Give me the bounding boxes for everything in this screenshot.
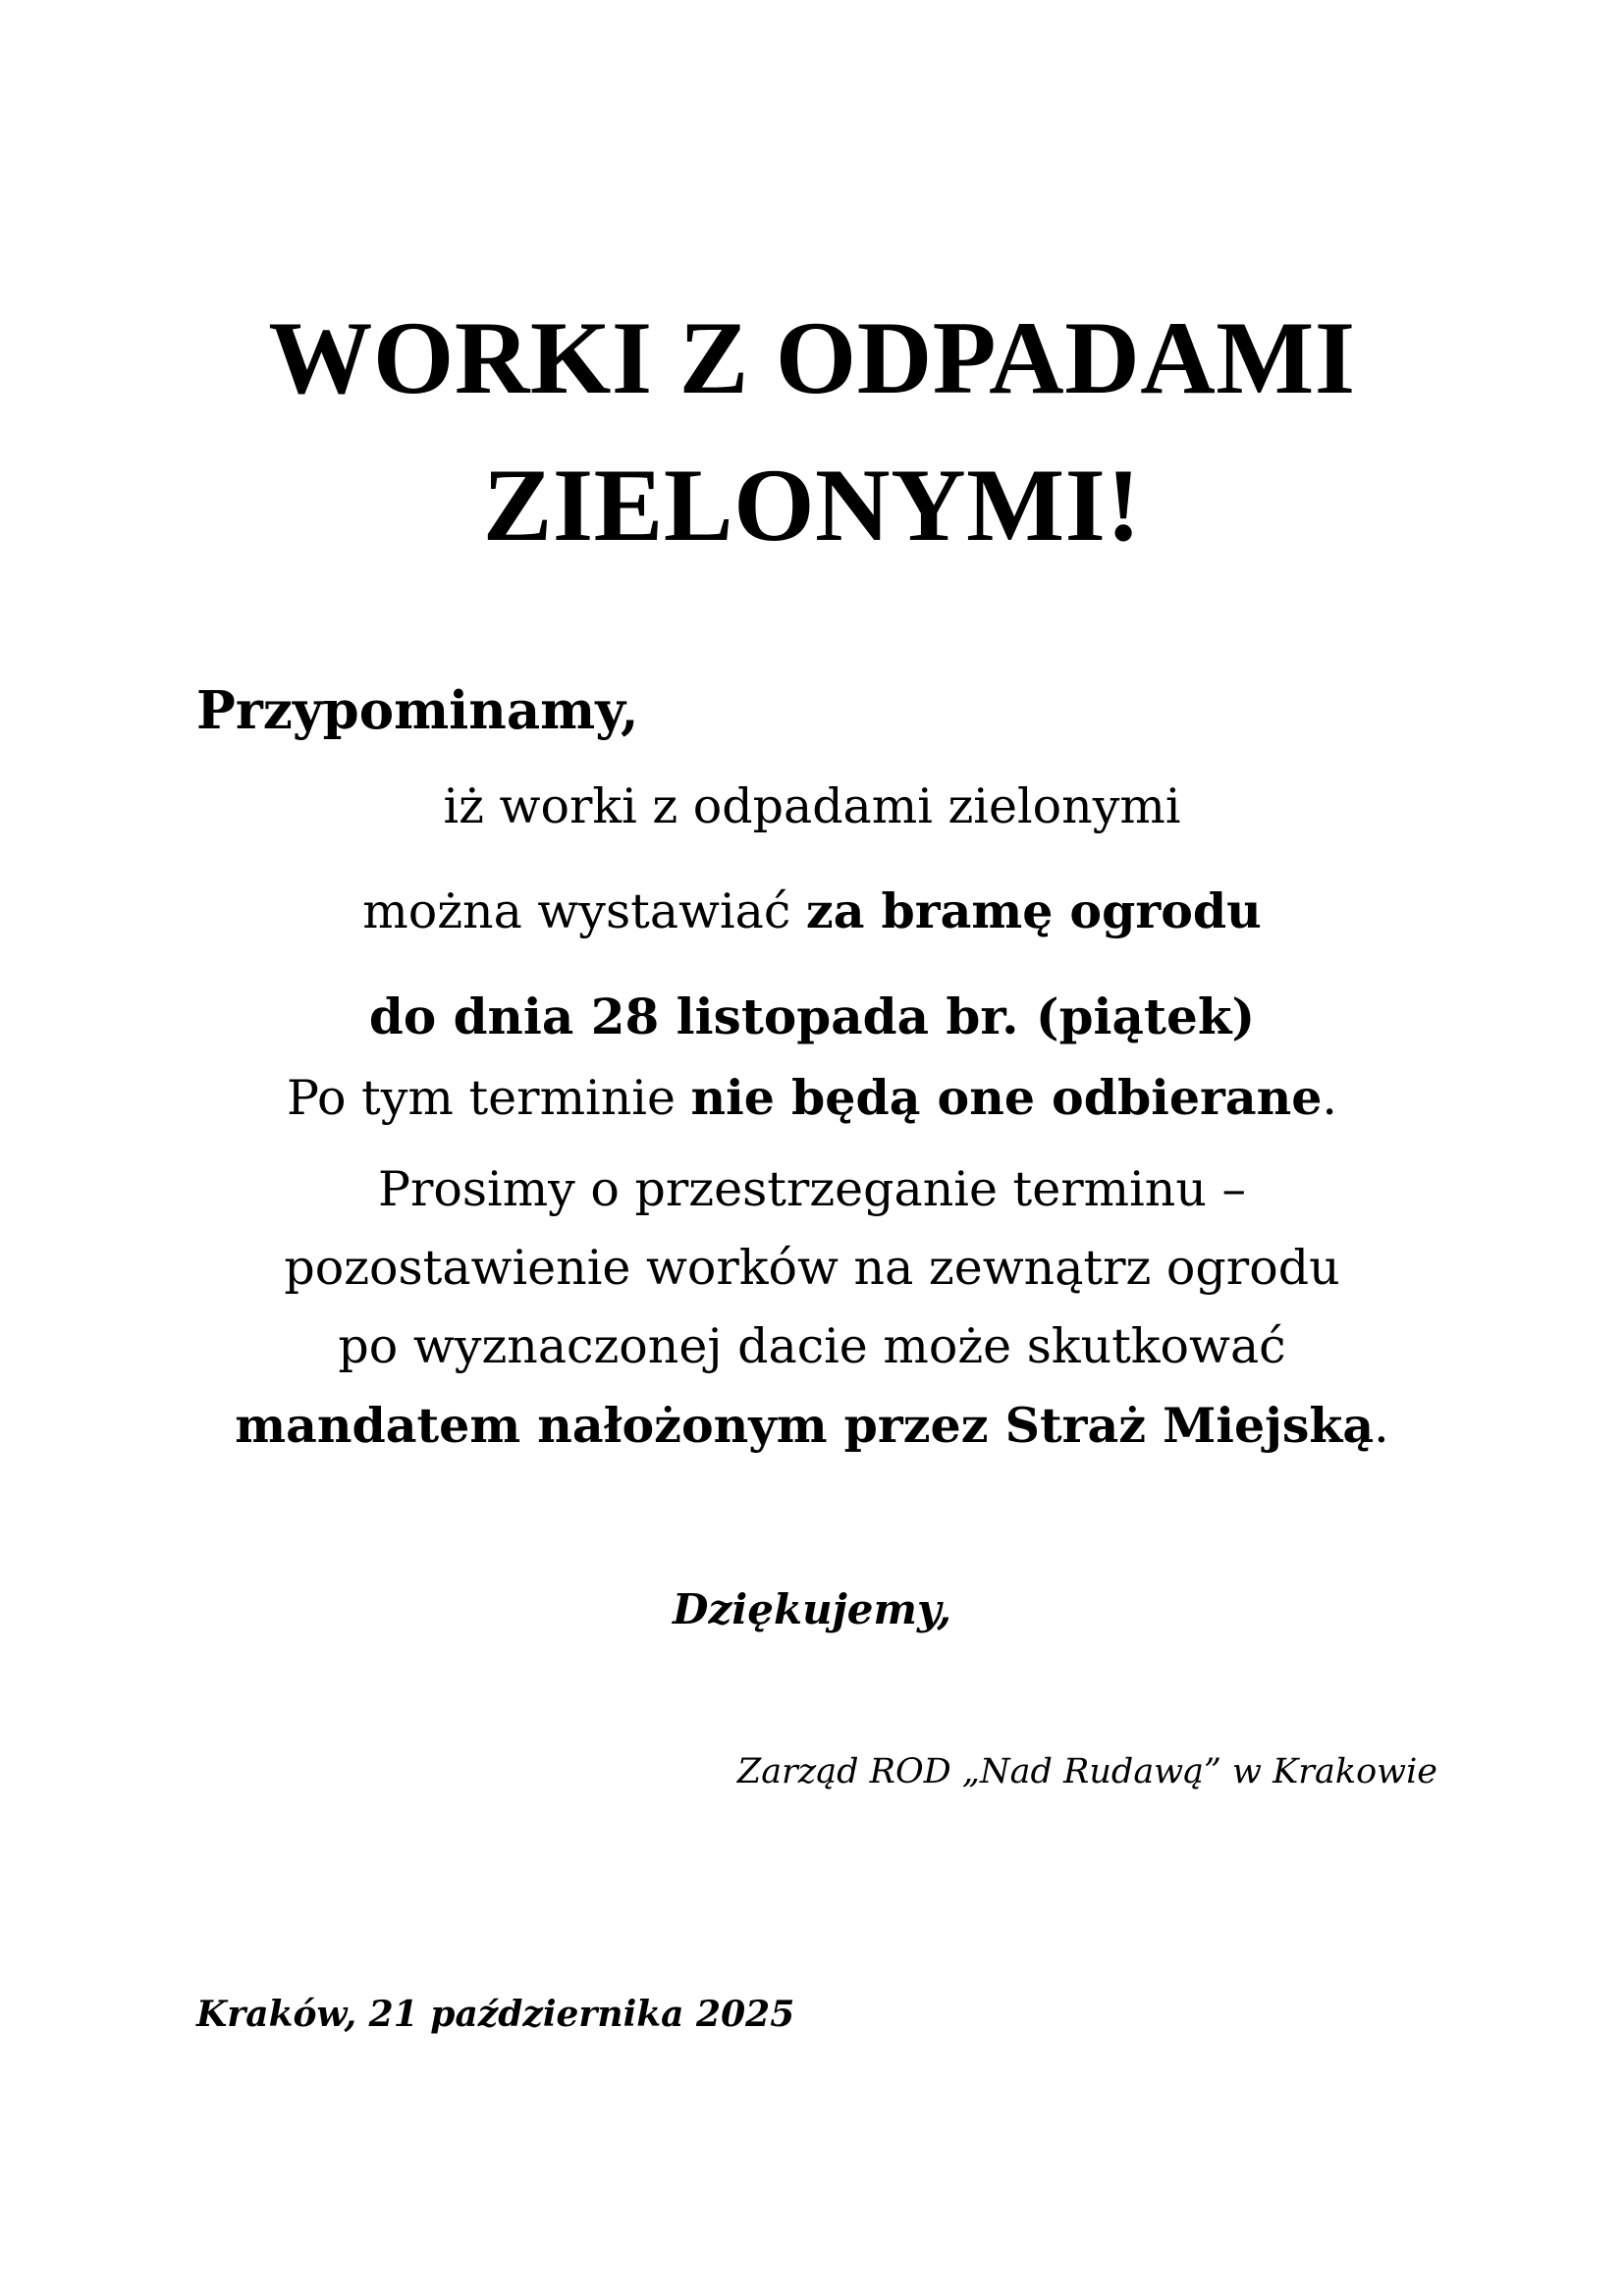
body-line-3 [0, 986, 1624, 1048]
body-line-7 [0, 1315, 1624, 1378]
body-line-4 [0, 1066, 1624, 1130]
body-line-2-emphasis: za bramę ogrodu [805, 882, 1262, 939]
body-line-7-text: po wyznaczonej dacie może skutkować [338, 1318, 1286, 1374]
signature: Zarząd ROD „Nad Rudawą” w Krakowie [736, 1752, 1437, 1791]
body-line-4-text-a: Po tym terminie [287, 1070, 691, 1126]
body-line-2 [0, 880, 1624, 943]
thanks: Dziękujemy, [673, 1585, 951, 1633]
body-line-4-emphasis: nie będą one odbierane [690, 1069, 1323, 1126]
title-line-2: ZIELONYMI! [482, 448, 1142, 562]
body-line-8-emphasis: mandatem nałożonym przez Straż Miejską [235, 1397, 1375, 1454]
title-line-1: WORKI Z ODPADAMI [268, 300, 1356, 415]
body-line-5-text: Prosimy o przestrzeganie terminu – [377, 1161, 1246, 1217]
body-line-2-text: można wystawiać [362, 883, 806, 939]
body-line-1-text: iż worki z odpadami zielonymi [443, 778, 1181, 834]
date-line: Kraków, 21 października 2025 [196, 1994, 795, 2035]
body-line-6-text: pozostawienie worków na zewnątrz ogrodu [284, 1240, 1340, 1296]
body-line-1 [0, 775, 1624, 838]
body-line-8 [0, 1394, 1624, 1458]
deadline-text: do dnia 28 listopada br. (piątek) [368, 988, 1256, 1045]
greeting: Przypominamy, [196, 680, 639, 741]
body-line-6 [0, 1237, 1624, 1300]
body-line-4-text-b: . [1322, 1070, 1337, 1126]
body-line-8-text: . [1374, 1398, 1389, 1454]
body-line-5 [0, 1158, 1624, 1221]
